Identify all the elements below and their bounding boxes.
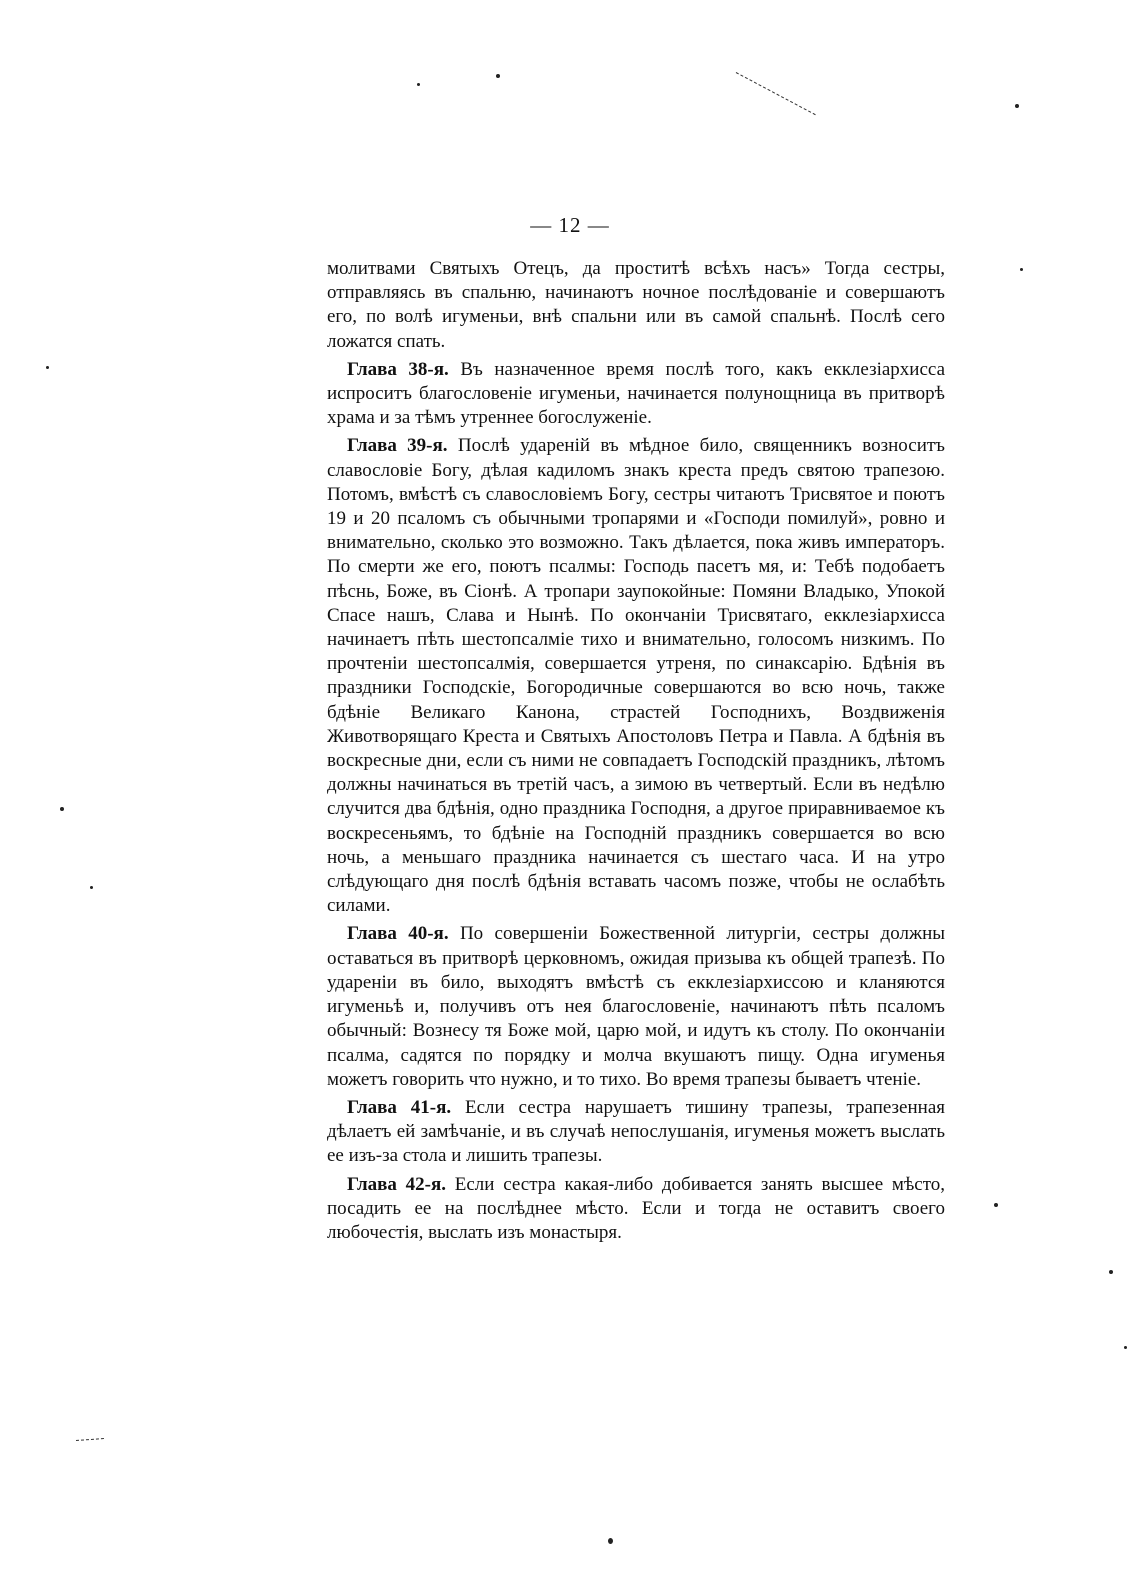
chapter-heading: Глава 40-я. — [347, 923, 449, 945]
scan-scratch — [736, 72, 816, 115]
chapter-heading: Глава 41-я. — [347, 1096, 452, 1118]
scan-speck — [46, 366, 49, 369]
chapter-text: Если сестра какая-либо добивается занять высшее мѣсто, посадить ее на послѣднее мѣсто. Если и тогда не оставитъ своего любочестія, выслать изъ монастыря. — [327, 1173, 945, 1243]
scan-speck — [608, 1538, 613, 1544]
scan-speck — [994, 1203, 998, 1207]
paragraph-chapter-40 — [327, 922, 945, 1091]
chapter-heading: Глава 39-я. — [347, 435, 448, 457]
scan-speck — [496, 74, 500, 78]
chapter-text: Если сестра нарушаетъ тишину трапезы, трапезенная дѣлаетъ ей замѣчаніе, и въ случаѣ непослушанія, игуменья можетъ выслать ее изъ-за стола и лишить трапезы. — [327, 1096, 945, 1167]
paragraph-chapter-41 — [327, 1096, 945, 1169]
scan-scratch — [76, 1438, 104, 1441]
chapter-text: Въ назначенное время послѣ того, какъ екклезіархисса испроситъ благословеніе игуменьи, начинается полунощница въ притворѣ храма и за тѣмъ утреннее богослуженіе. — [327, 358, 945, 429]
paragraph-chapter-39 — [327, 434, 945, 918]
scan-speck — [60, 807, 64, 811]
chapter-text: По совершеніи Божественной литургіи, сестры должны оставаться въ притворѣ церковномъ, ожидая призыва къ общей трапезѣ. По удареніи въ било, выходятъ вмѣстѣ съ екклезіархиссою и кланяются игуменьѣ и, получивъ отъ нея благословеніе, начинаютъ пѣть псаломъ обычный: Вознесу тя Боже мой, царю мой, и идутъ къ столу. По окончаніи псалма, садятся по порядку и молча вкушаютъ пищу. Одна игуменья можетъ говорить что нужно, и то тихо. Во время трапезы бываетъ чтеніе. — [327, 923, 946, 1090]
scan-speck — [1020, 268, 1023, 271]
scan-speck — [90, 886, 93, 889]
page-body — [327, 257, 945, 1245]
paragraph-chapter-42 — [327, 1173, 945, 1246]
scan-speck — [1109, 1270, 1113, 1274]
paragraph-chapter-38 — [327, 358, 945, 431]
paragraph-continuation — [327, 257, 945, 354]
chapter-text: Послѣ удареній въ мѣдное било, священникъ возноситъ славословіе Богу, дѣлая кадиломъ знакъ креста предъ святою трапезою. Потомъ, вмѣстѣ съ славословіемъ Богу, сестры читаютъ Трисвятое и поютъ 19 и 20 псаломъ съ обычными тропарями и «Господи помилуй», ровно и внимательно, сколько это возможно. Такъ дѣлается, пока живъ императоръ. По смерти же его, поютъ псалмы: Господь пасетъ мя, и: Тебѣ подобаетъ пѣснь, Боже, въ Сіонѣ. А тропари заупокойные: Помяни Владыко, Упокой Спасе нашъ, Слава и Нынѣ. По окончаніи Трисвятаго, екклезіархисса начинаетъ пѣть шестопсалміе тихо и внимательно, голосомъ низкимъ. По прочтеніи шестопсалмія, совершается утреня, по синаксарію. Бдѣнія въ праздники Господскіе, Богородичные совершаются во всю ночь, также бдѣніе Великаго Канона, страстей Господнихъ, Воздвиженія Животворящаго Креста и Святыхъ Апостоловъ Петра и Павла. А бдѣнія въ воскресные дни, если съ ними не совпадаетъ Господскій праздникъ, лѣтомъ должны начинаться въ третій часъ, а зимою въ четвертый. Если въ недѣлю случится два бдѣнія, одно праздника Господня, а другое приравниваемое къ воскресеньямъ, то бдѣніе на Господній праздникъ совершается во всю ночь, а меньшаго праздника начинается съ шестаго часа. И на утро слѣдующаго дня послѣ бдѣнія вставать часомъ позже, чтобы не ослабѣть силами. — [327, 435, 945, 917]
chapter-heading: Глава 42-я. — [347, 1173, 446, 1195]
chapter-text: молитвами Святыхъ Отецъ, да проститѣ всѣхъ насъ» Тогда сестры, отправляясь въ спальню, начинаютъ ночное послѣдованіе и совершаютъ его, по волѣ игуменьи, внѣ спальни или въ самой спальнѣ. Послѣ сего ложатся спать. — [327, 258, 945, 352]
chapter-heading: Глава 38-я. — [347, 358, 449, 380]
scan-speck — [417, 83, 420, 86]
scan-speck — [1124, 1346, 1127, 1349]
scan-speck — [1015, 104, 1019, 108]
page-number: — 12 — — [530, 213, 610, 237]
